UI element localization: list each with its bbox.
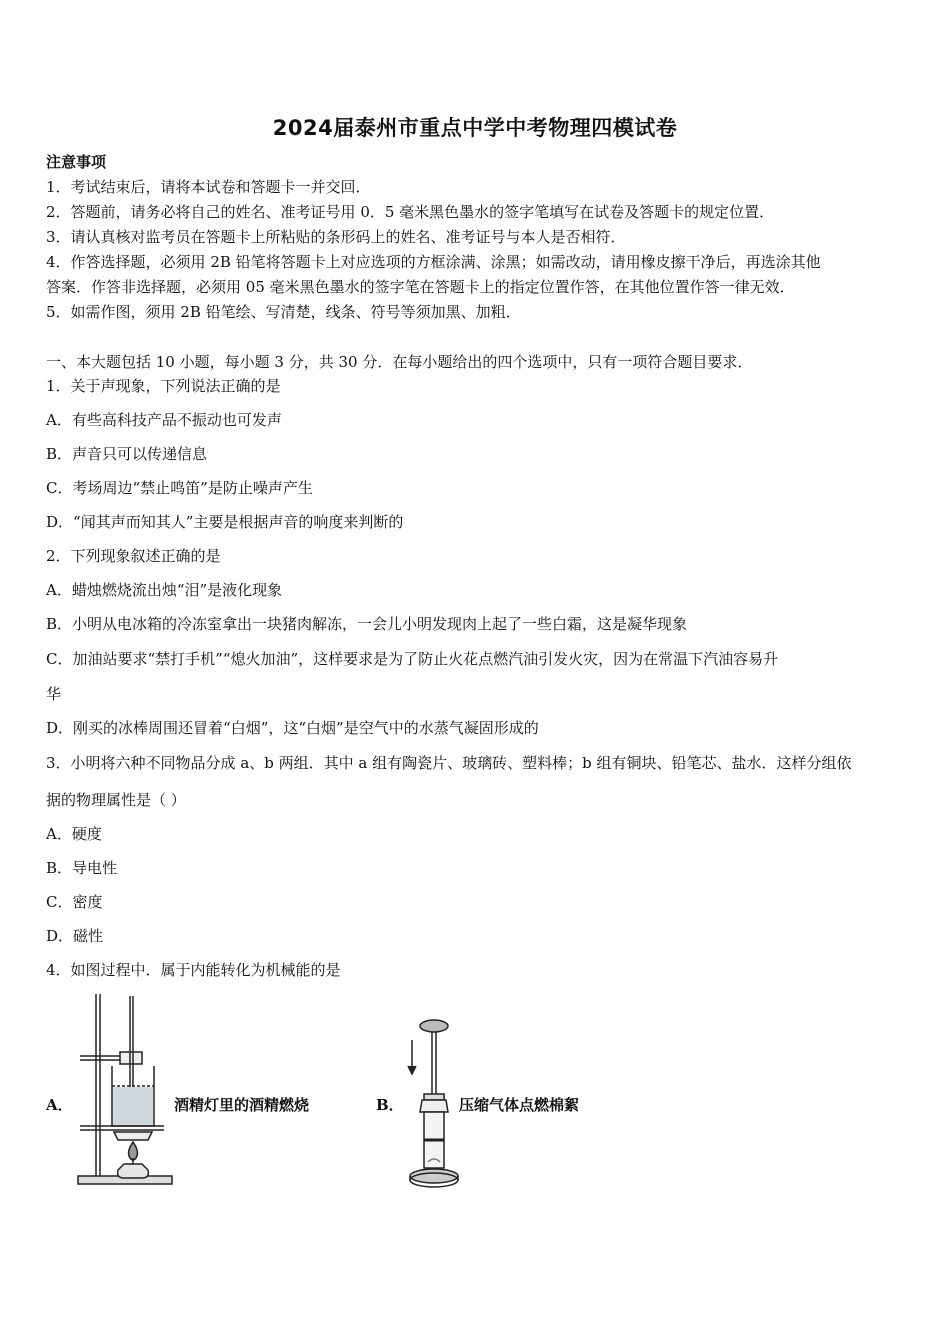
q3-option-a: A．硬度 (46, 825, 102, 843)
q1-stem: 1．关于声现象，下列说法正确的是 (46, 377, 281, 395)
alcohol-lamp-figure (74, 990, 174, 1188)
notice-item-5: 5．如需作图，须用 2B 铅笔绘、写清楚，线条、符号等须加黑、加粗． (46, 303, 521, 321)
q4-option-b-label: B． (376, 1096, 404, 1114)
q2-option-d: D．刚买的冰棒周围还冒着“白烟”，这“白烟”是空气中的水蒸气凝固形成的 (46, 719, 539, 737)
q2-option-c-cont: 华 (46, 685, 62, 703)
q1-option-b: B．声音只可以传递信息 (46, 445, 208, 463)
q3-option-c: C．密度 (46, 893, 103, 911)
q4-option-a-label: A． (46, 1096, 73, 1114)
q4-option-a-text: 酒精灯里的酒精燃烧 (174, 1096, 310, 1114)
page-title: 2024届泰州市重点中学中考物理四模试卷 (272, 116, 678, 140)
q3-option-b: B．导电性 (46, 859, 118, 877)
q2-option-a: A．蜡烛燃烧流出烛“泪”是液化现象 (46, 581, 283, 599)
piston-cylinder-figure (402, 1016, 460, 1188)
q4-option-b-text: 压缩气体点燃棉絮 (459, 1096, 580, 1114)
q1-option-d: D．“闻其声而知其人”主要是根据声音的响度来判断的 (46, 513, 404, 531)
notice-item-4-cont: 答案．作答非选择题，必须用 05 毫米黑色墨水的签字笔在答题卡上的指定位置作答，在其他位置作答一律无效． (46, 278, 795, 296)
notice-item-4: 4．作答选择题，必须用 2B 铅笔将答题卡上对应选项的方框涂满、涂黑；如需改动，请用橡皮擦干净后，再选涂其他 (46, 253, 821, 271)
q2-option-b: B．小明从电冰箱的冷冻室拿出一块猪肉解冻，一会儿小明发现肉上起了一些白霜，这是凝华现象 (46, 615, 688, 633)
notice-item-3: 3．请认真核对监考员在答题卡上所粘贴的条形码上的姓名、准考证号与本人是否相符． (46, 228, 626, 246)
section-heading: 一、本大题包括 10 小题，每小题 3 分，共 30 分．在每小题给出的四个选项中，只有一项符合题目要求． (46, 353, 753, 371)
q4-stem: 4．如图过程中．属于内能转化为机械能的是 (46, 961, 341, 979)
q3-stem-cont: 据的物理属性是（ ） (46, 791, 186, 809)
q3-option-d: D．磁性 (46, 927, 104, 945)
q2-stem: 2．下列现象叙述正确的是 (46, 547, 221, 565)
q2-option-c: C．加油站要求“禁打手机”“熄火加油”，这样要求是为了防止火花点燃汽油引发火灾，因为在常温下汽油容易升 (46, 650, 779, 668)
notice-heading: 注意事项 (46, 153, 107, 171)
q1-option-a: A．有些高科技产品不振动也可发声 (46, 411, 282, 429)
q1-option-c: C．考场周边“禁止鸣笛”是防止噪声产生 (46, 479, 313, 497)
q3-stem: 3．小明将六种不同物品分成 a、b 两组．其中 a 组有陶瓷片、玻璃砖、塑料棒；b 组有铜块、铅笔芯、盐水．这样分组依 (46, 754, 852, 772)
notice-item-2: 2．答题前，请务必将自己的姓名、准考证号用 0．5 毫米黑色墨水的签字笔填写在试卷及答题卡的规定位置． (46, 203, 775, 221)
notice-item-1: 1．考试结束后，请将本试卷和答题卡一并交回． (46, 178, 371, 196)
